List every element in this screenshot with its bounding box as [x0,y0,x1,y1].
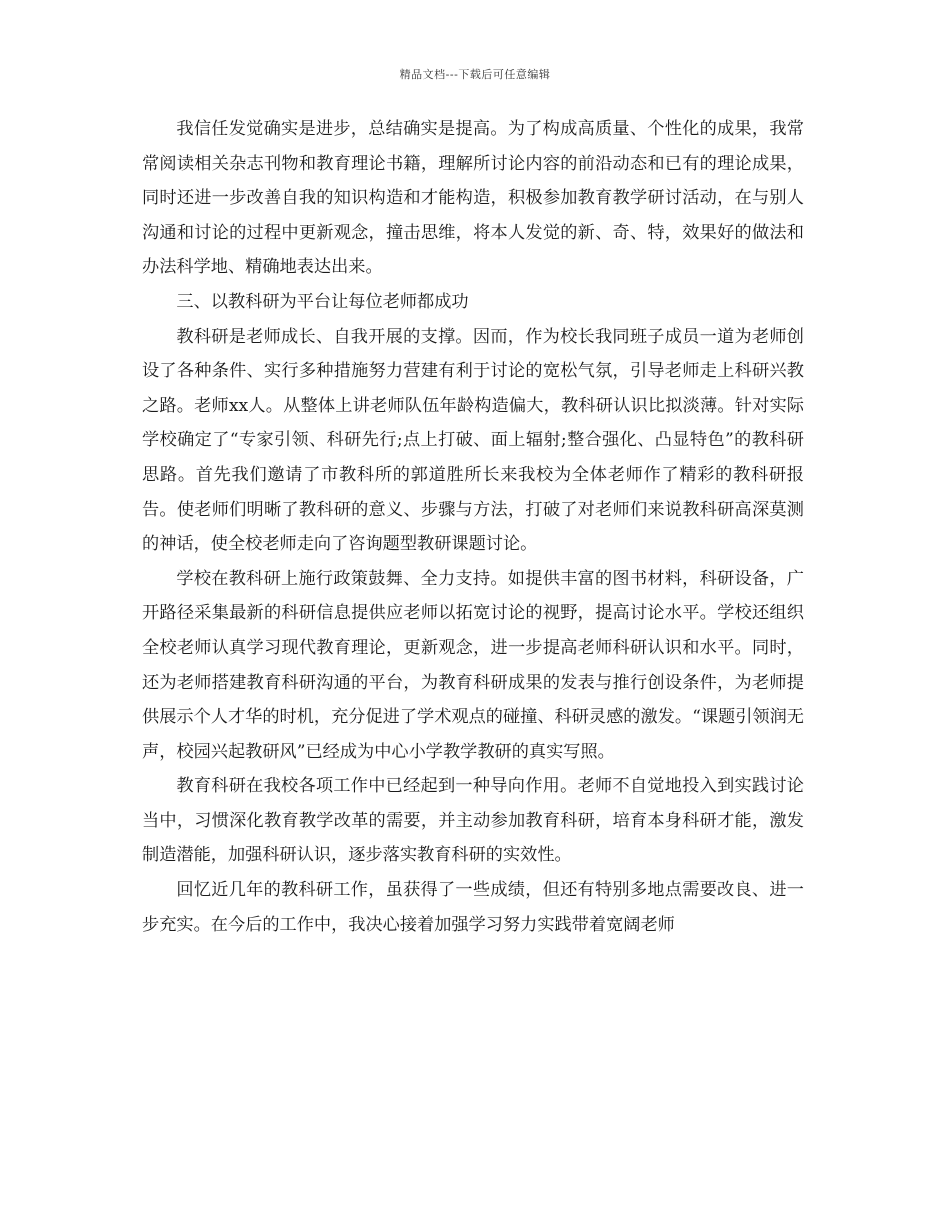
paragraph-review: 回忆近几年的教科研工作，虽获得了一些成绩，但还有特别多地点需要改良、进一步充实。在今后的工作中，我决心接着加强学习努力实践带着宽阔老师 [142,880,804,935]
section-heading: 三、以教科研为平台让每位老师都成功 [176,291,469,312]
paragraph-guiding-role: 教育科研在我校各项工作中已经起到一种导向作用。老师不自觉地投入到实践讨论当中，习惯深化教育教学改革的需要，并主动参加教育科研，培育本身科研才能，激发制造潜能，加强科研认识，逐步落实教育科研的实效性。 [142,776,804,866]
paragraph-summary: 我信任发觉确实是进步，总结确实是提高。为了构成高质量、个性化的成果，我常常阅读相关杂志刊物和教育理论书籍，理解所讨论内容的前沿动态和已有的理论成果，同时还进一步改善自我的知识构造和才能构造，积极参加教育教学研讨活动，在与别人沟通和讨论的过程中更新观念，撞击思维，将本人发觉的新、奇、特，效果好的做法和办法科学地、精确地表达出来。 [142,119,804,278]
paragraph-teacher-growth: 教科研是老师成长、自我开展的支撑。因而，作为校长我同班子成员一道为老师创设了各种条件、实行多种措施努力营建有利于讨论的宽松气氛，引导老师走上科研兴教之路。老师xx人。从整体上讲老师队伍年龄构造偏大，教科研认识比拟淡薄。针对实际学校确定了“专家引领、科研先行;点上打破、面上辐射;整合强化、凸显特色”的教科研思路。首先我们邀请了市教科所的郭道胜所长来我校为全体老师作了精彩的教科研报告。使老师们明晰了教科研的意义、步骤与方法，打破了对老师们来说教科研高深莫测的神话，使全校老师走向了咨询题型教研课题讨论。 [142,326,804,555]
paragraph-school-support: 学校在教科研上施行政策鼓舞、全力支持。如提供丰富的图书材料，科研设备，广开路径采集最新的科研信息提供应老师以拓宽讨论的视野，提高讨论水平。学校还组织全校老师认真学习现代教育理论，更新观念，进一步提高老师科研认识和水平。同时，还为老师搭建教育科研沟通的平台，为教育科研成果的发表与推行创设条件，为老师提供展示个人才华的时机，充分促进了学术观点的碰撞、科研灵感的激发。“课题引领润无声，校园兴起教研风”已经成为中心小学教学教研的真实写照。 [142,568,804,762]
page-header: 精品文档---下载后可任意编辑 [399,68,551,81]
document-body [142,112,804,942]
